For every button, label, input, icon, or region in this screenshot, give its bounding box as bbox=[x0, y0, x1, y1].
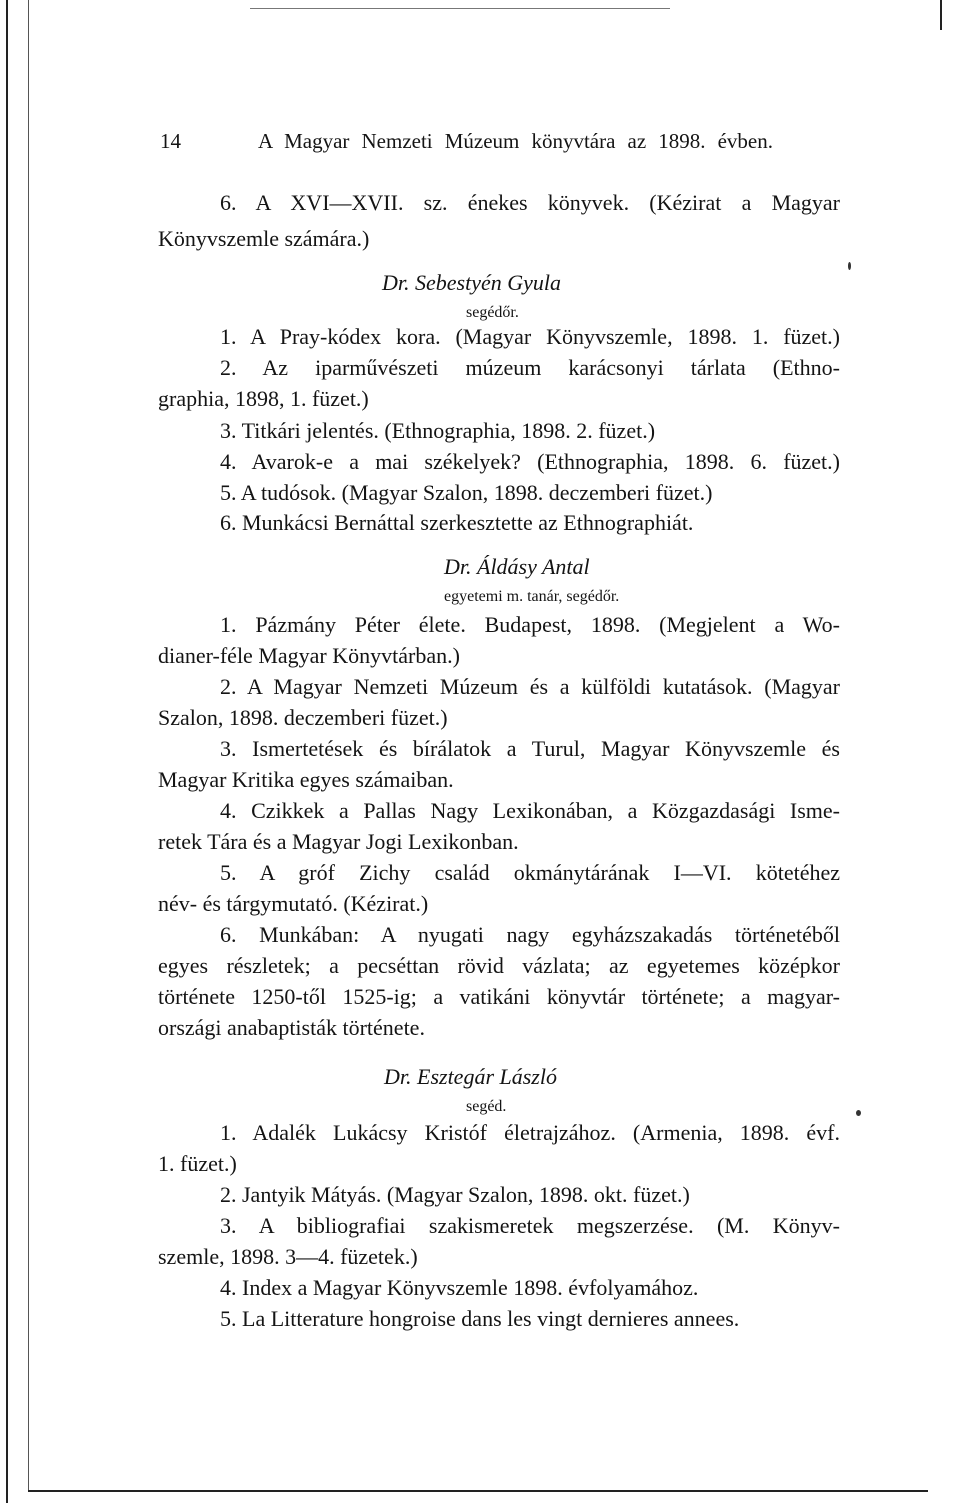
list-item: 3. A bibliografiai szakismeretek megszerzése. (M. Könyv- bbox=[220, 1213, 840, 1238]
list-item: országi anabaptisták története. bbox=[158, 1015, 425, 1040]
scan-speck bbox=[848, 262, 851, 270]
list-item: dianer-féle Magyar Könyvtárban.) bbox=[158, 643, 460, 668]
list-item: retek Tára és a Magyar Jogi Lexikonban. bbox=[158, 829, 519, 854]
bottom-edge-line bbox=[28, 1490, 928, 1492]
list-item: 4. Czikkek a Pallas Nagy Lexikonában, a Közgazdasági Isme- bbox=[220, 798, 840, 823]
list-item: 4. Index a Magyar Könyvszemle 1898. évfolyamához. bbox=[220, 1275, 699, 1300]
list-item: 2. Az iparművészeti múzeum karácsonyi tárlata (Ethno- bbox=[220, 355, 840, 380]
scan-speck bbox=[856, 1110, 861, 1116]
list-item: története 1250-től 1525-ig; a vatikáni könyvtár története; a magyar- bbox=[158, 984, 840, 1009]
list-item: 5. A gróf Zichy család okmánytárának I—VI. kötetéhez bbox=[220, 860, 840, 885]
list-item: 1. Pázmány Péter élete. Budapest, 1898. (Megjelent a Wo- bbox=[220, 612, 840, 637]
list-item: Szalon, 1898. deczemberi füzet.) bbox=[158, 705, 448, 730]
author-title: segéd. bbox=[466, 1098, 507, 1115]
list-item: Magyar Kritika egyes számaiban. bbox=[158, 767, 454, 792]
list-item: 6. Munkácsi Bernáttal szerkesztette az Ethnographiát. bbox=[220, 510, 694, 535]
list-item: 2. A Magyar Nemzeti Múzeum és a külföldi kutatások. (Magyar bbox=[220, 674, 840, 699]
author-name: Dr. Áldásy Antal bbox=[444, 554, 590, 579]
list-item: név- és tárgymutató. (Kézirat.) bbox=[158, 891, 429, 916]
running-title: A Magyar Nemzeti Múzeum könyvtára az 1898. évben. bbox=[258, 129, 773, 153]
author-title: egyetemi m. tanár, segédőr. bbox=[444, 588, 620, 605]
page-number: 14 bbox=[160, 129, 181, 153]
list-item: 6. Munkában: A nyugati nagy egyházszakadás történetéből bbox=[220, 922, 840, 947]
author-name: Dr. Esztegár László bbox=[384, 1064, 557, 1089]
author-name: Dr. Sebestyén Gyula bbox=[382, 270, 562, 295]
list-item: szemle, 1898. 3—4. füzetek.) bbox=[158, 1244, 418, 1269]
list-item: egyes részletek; a pecséttan rövid vázlata; az egyetemes középkor bbox=[158, 953, 840, 978]
left-edge-line bbox=[6, 0, 8, 1503]
list-item: 4. Avarok-e a mai székelyek? (Ethnographia, 1898. 6. füzet.) bbox=[220, 449, 840, 474]
top-edge-line bbox=[250, 8, 670, 9]
list-item: 5. A tudósok. (Magyar Szalon, 1898. deczemberi füzet.) bbox=[220, 480, 713, 505]
item6-line2: Könyvszemle számára.) bbox=[158, 226, 370, 251]
list-item: 2. Jantyik Mátyás. (Magyar Szalon, 1898. okt. füzet.) bbox=[220, 1182, 690, 1207]
list-item: 3. Ismertetések és bírálatok a Turul, Magyar Könyvszemle és bbox=[220, 736, 840, 761]
list-item: 3. Titkári jelentés. (Ethnographia, 1898. 2. füzet.) bbox=[220, 418, 656, 443]
item6-line1: 6. A XVI—XVII. sz. énekes könyvek. (Kézirat a Magyar bbox=[220, 190, 840, 215]
author-title: segédőr. bbox=[466, 304, 519, 321]
list-item: 5. La Litterature hongroise dans les vingt dernieres annees. bbox=[220, 1306, 740, 1331]
list-item: 1. A Pray-kódex kora. (Magyar Könyvszemle, 1898. 1. füzet.) bbox=[220, 324, 840, 349]
list-item: 1. Adalék Lukácsy Kristóf életrajzához. (Armenia, 1898. évf. bbox=[220, 1120, 840, 1145]
left-inner-line bbox=[28, 0, 29, 1490]
list-item: 1. füzet.) bbox=[158, 1151, 237, 1176]
right-edge-line bbox=[940, 0, 942, 30]
list-item: graphia, 1898, 1. füzet.) bbox=[158, 386, 369, 411]
